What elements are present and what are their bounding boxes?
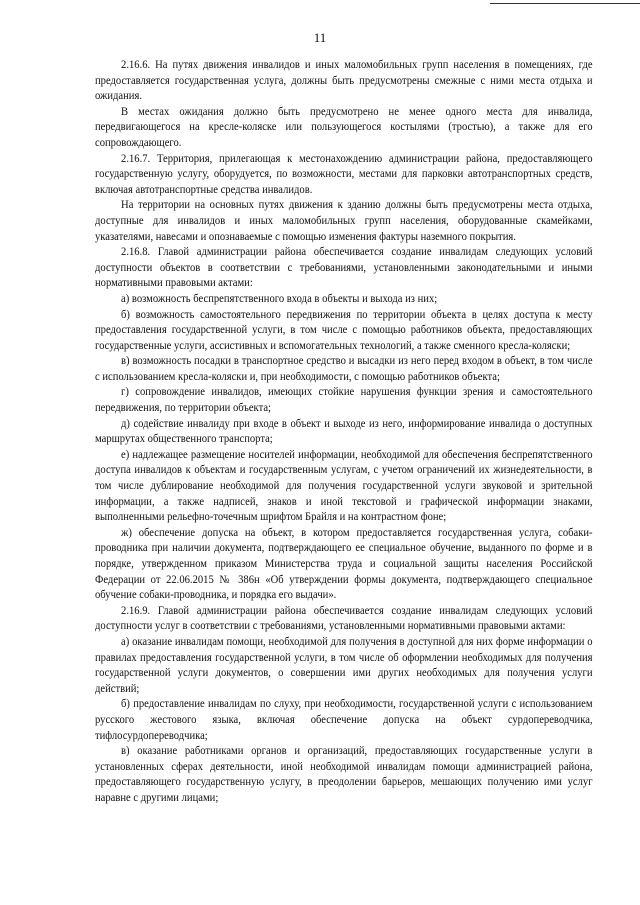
list-item-v-2: в) оказание работниками органов и организаций, предоставляющих государственные услуги в установленных сферах деятельности, иной необходимой инвалидам помощи администрацией района, предоставляющего государственную услугу, в преодолении барьеров, мешающих получению ими услуг наравне с другими лицами; — [95, 745, 593, 804]
paragraph-rest-places: На территории на основных путях движения к зданию должны быть предусмотрены места отдыха, доступные для инвалидов и иных маломобильных групп населения, оборудованные скамейками, указателями, навесами и опознаваемые с помощью изменения фактуры наземного покрытия. — [95, 199, 593, 243]
list-item-v: в) возможность посадки в транспортное средство и высадки из него перед входом в объект, в том числе с использованием кресла-коляски и, при необходимости, с помощью работников объекта; — [95, 355, 593, 383]
list-item-b-2: б) предоставление инвалидам по слуху, при необходимости, государственной услуги с использованием русского жестового языка, включая обеспечение допуска на объект сурдопереводчика, тифлосурдопереводчика; — [95, 698, 593, 742]
paragraph-2-16-8: 2.16.8. Главой администрации района обеспечивается создание инвалидам следующих условий доступности объектов в соответствии с требованиями, установленными законодательными и иными нормативными правовыми актами: — [95, 246, 593, 290]
list-item-d: д) содействие инвалиду при входе в объект и выходе из него, информирование инвалида о доступных маршрутах общественного транспорта; — [95, 417, 593, 446]
list-item-a-2: а) оказание инвалидам помощи, необходимой для получения в доступной для них форме информации о правилах предоставления государственной услуги, в том числе об оформлении необходимых для получения государственной услуги документов, о совершении ими других необходимых для получения услуги действий; — [95, 635, 593, 695]
paragraph-waiting-places: В местах ожидания должно быть предусмотрено не менее одного места для инвалида, передвигающегося на кресле-коляске или пользующегося костылями (тростью), а также для его сопровождающего. — [95, 105, 593, 149]
paragraph-2-16-7: 2.16.7. Территория, прилегающая к местонахождению администрации района, предоставляющего государственную услугу, оборудуется, по возможности, местами для парковки автотранспортных средств, включая автотранспортные средства инвалидов. — [95, 152, 593, 196]
list-item-b: б) возможность самостоятельного передвижения по территории объекта в целях доступа к месту предоставления государственной услуги, в том числе с помощью работников объекта, предоставляющих государственные услуги, ассистивных и вспомогательных технологий, а также сменного кресла-коляски; — [95, 308, 593, 352]
list-item-zh: ж) обеспечение допуска на объект, в котором предоставляется государственная услуга, собаки-проводника при наличии документа, подтверждающего ее специальное обучение, выданного по форме и в порядке, утвержденном приказом Министерства труда и социальной защиты населения Российской Федерации от 22.06.2015 № 386н «Об утверждении формы документа, подтверждающего специальное обучение собаки-проводника, и порядка его выдачи». — [95, 526, 593, 602]
paragraph-2-16-9: 2.16.9. Главой администрации района обеспечивается создание инвалидам следующих условий доступности услуг в соответствии с требованиями, установленными нормативными правовыми актами: — [95, 604, 593, 633]
top-edge-rule — [490, 3, 640, 4]
list-item-e: е) надлежащее размещение носителей информации, необходимой для обеспечения беспрепятственного доступа инвалидов к объектам и государственным услугам, с учетом ограничений их жизнедеятельности, в том числе дублирование необходимой для получения государственной услуги звуковой и зрительной информации, а также надписей, знаков и иной текстовой и графической информации знаками, выполненными рельефно-точечным шрифтом Брайля и на контрастном фоне; — [95, 448, 593, 524]
document-body — [95, 58, 593, 807]
paragraph-2-16-6: 2.16.6. На путях движения инвалидов и иных маломобильных групп населения в помещениях, где предоставляется государственная услуга, должны быть предусмотрены смежные с ними места отдыха и ожидания. — [95, 59, 593, 103]
list-item-g: г) сопровождение инвалидов, имеющих стойкие нарушения функции зрения и самостоятельного передвижения, по территории объекта; — [95, 386, 593, 415]
page-number: 11 — [313, 30, 327, 45]
list-item-a: а) возможность беспрепятственного входа в объекты и выхода из них; — [121, 292, 438, 305]
